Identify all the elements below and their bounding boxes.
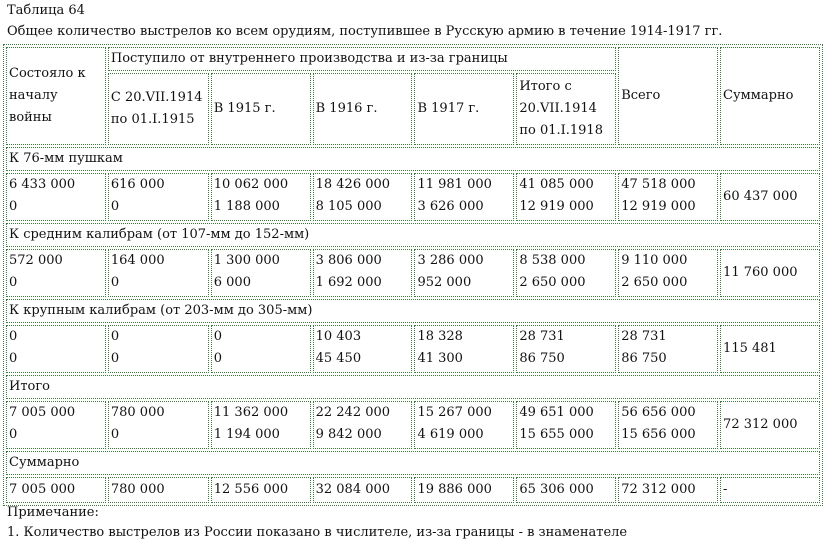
fraction-cell (313, 401, 413, 449)
header-line: началу (9, 88, 58, 103)
summary-cell: 72 312 000 (720, 401, 820, 449)
numerator-russia: 11 362 000 (213, 405, 289, 420)
header-period (414, 73, 514, 145)
denominator-abroad: 8 105 000 (315, 199, 382, 214)
section-row (6, 375, 820, 399)
note-heading: Примечание: (7, 505, 99, 520)
numerator-russia: 7 005 000 (9, 405, 76, 420)
numerator-russia: 10 403 (315, 329, 362, 344)
header-line: В 1917 г. (417, 101, 480, 116)
fraction-cell (414, 401, 514, 449)
numerator-russia: 164 000 (110, 253, 165, 268)
header-period (313, 73, 413, 145)
fraction-cell (211, 249, 311, 297)
section-title: Итого (6, 375, 820, 399)
denominator-abroad: 0 (110, 351, 120, 366)
denominator-abroad: 86 750 (621, 351, 667, 366)
numerator-russia: 18 328 (417, 329, 463, 344)
numerator-russia: 3 286 000 (417, 253, 484, 268)
numerator-russia: 18 426 000 (315, 177, 391, 192)
table-number: Таблица 64 (7, 3, 85, 18)
table-caption: Общее количество выстрелов ко всем орудиям, поступившее в Русскую армию в течение 1914-1917 гг. (7, 24, 723, 39)
fraction-cell (516, 173, 616, 221)
fraction-cell (516, 325, 616, 373)
denominator-abroad: 41 300 (417, 351, 463, 366)
denominator-abroad: 0 (9, 275, 18, 290)
fraction-cell (6, 249, 106, 297)
numerator-russia: 22 242 000 (315, 405, 391, 420)
denominator-abroad: 0 (9, 427, 18, 442)
note-item: 1. Количество выстрелов из России показано в числителе, из-за границы - в знаменателе (7, 525, 628, 540)
numerator-russia: 15 267 000 (417, 405, 492, 420)
fraction-cell (108, 173, 209, 221)
fraction-cell (516, 401, 616, 449)
fraction-cell (618, 325, 718, 373)
denominator-abroad: 0 (213, 351, 223, 366)
summary-value-cell: 19 886 000 (414, 477, 514, 503)
denominator-abroad: 2 650 000 (621, 275, 688, 290)
table-row (6, 477, 820, 503)
summary-cell: 115 481 (720, 325, 820, 373)
fraction-cell (6, 325, 106, 373)
section-row (6, 299, 820, 323)
section-row (6, 147, 820, 171)
header-line: по 01.I.1915 (110, 112, 195, 127)
header-line: С 20.VII.1914 (110, 90, 203, 105)
numerator-russia: 9 110 000 (621, 253, 688, 268)
table-row (6, 173, 820, 221)
section-title: К средним калибрам (от 107-мм до 152-мм) (6, 223, 820, 247)
fraction-cell (6, 401, 106, 449)
summary-value-cell: 72 312 000 (618, 477, 718, 503)
fraction-cell (108, 325, 209, 373)
numerator-russia: 6 433 000 (9, 177, 76, 192)
table-row (6, 401, 820, 449)
shells-table (3, 44, 823, 506)
denominator-abroad: 86 750 (519, 351, 565, 366)
numerator-russia: 47 518 000 (621, 177, 696, 192)
summary-value-cell: 12 556 000 (211, 477, 311, 503)
section-title: Суммарно (6, 451, 820, 475)
numerator-russia: 56 656 000 (621, 405, 696, 420)
summary-cell: 60 437 000 (720, 173, 820, 221)
fraction-cell (6, 173, 106, 221)
denominator-abroad: 0 (9, 199, 18, 214)
fraction-cell (414, 249, 514, 297)
numerator-russia: 11 981 000 (417, 177, 492, 192)
denominator-abroad: 0 (9, 351, 18, 366)
denominator-abroad: 1 194 000 (213, 427, 280, 442)
summary-value-cell: 7 005 000 (6, 477, 106, 503)
table-row (6, 325, 820, 373)
fraction-cell (414, 325, 514, 373)
fraction-cell (108, 401, 209, 449)
summary-value-cell: - (720, 477, 820, 503)
header-line: В 1916 г. (315, 101, 378, 116)
section-row (6, 223, 820, 247)
header-line: В 1915 г. (213, 101, 276, 116)
fraction-cell (618, 173, 718, 221)
denominator-abroad: 952 000 (417, 275, 472, 290)
denominator-abroad: 15 656 000 (621, 427, 696, 442)
numerator-russia: 0 (213, 329, 223, 344)
numerator-russia: 8 538 000 (519, 253, 586, 268)
denominator-abroad: 3 626 000 (417, 199, 484, 214)
fraction-cell (313, 325, 413, 373)
header-period (211, 73, 311, 145)
section-row (6, 451, 820, 475)
numerator-russia: 3 806 000 (315, 253, 382, 268)
numerator-russia: 0 (110, 329, 120, 344)
header-summary: Суммарно (720, 47, 820, 145)
header-line: по 01.I.1918 (519, 123, 603, 138)
header-line: войны (9, 110, 52, 125)
fraction-cell (516, 249, 616, 297)
denominator-abroad: 1 692 000 (315, 275, 382, 290)
numerator-russia: 0 (9, 329, 18, 344)
numerator-russia: 49 651 000 (519, 405, 594, 420)
header-line: Состояло к (9, 66, 86, 81)
header-start-of-war (6, 47, 106, 145)
summary-value-cell: 32 084 000 (313, 477, 413, 503)
header-row-1 (6, 47, 820, 71)
fraction-cell (211, 401, 311, 449)
header-line: 20.VII.1914 (519, 101, 597, 116)
denominator-abroad: 12 919 000 (519, 199, 594, 214)
denominator-abroad: 0 (110, 427, 120, 442)
fraction-cell (414, 173, 514, 221)
section-title: К крупным калибрам (от 203-мм до 305-мм) (6, 299, 820, 323)
fraction-cell (211, 325, 311, 373)
summary-cell: 11 760 000 (720, 249, 820, 297)
denominator-abroad: 0 (110, 199, 120, 214)
header-total: Всего (618, 47, 718, 145)
table-row (6, 249, 820, 297)
fraction-cell (618, 401, 718, 449)
fraction-cell (313, 249, 413, 297)
denominator-abroad: 1 188 000 (213, 199, 280, 214)
denominator-abroad: 2 650 000 (519, 275, 586, 290)
summary-value-cell: 780 000 (108, 477, 209, 503)
denominator-abroad: 6 000 (213, 275, 251, 290)
section-title: К 76-мм пушкам (6, 147, 820, 171)
numerator-russia: 10 062 000 (213, 177, 289, 192)
fraction-cell (108, 249, 209, 297)
denominator-abroad: 9 842 000 (315, 427, 382, 442)
numerator-russia: 1 300 000 (213, 253, 280, 268)
fraction-cell (618, 249, 718, 297)
numerator-russia: 28 731 (621, 329, 667, 344)
header-line: Итого с (519, 79, 572, 94)
fraction-cell (211, 173, 311, 221)
header-group: Поступило от внутреннего производства и из-за границы (108, 47, 616, 71)
summary-value-cell: 65 306 000 (516, 477, 616, 503)
denominator-abroad: 0 (110, 275, 120, 290)
denominator-abroad: 15 655 000 (519, 427, 594, 442)
numerator-russia: 41 085 000 (519, 177, 594, 192)
denominator-abroad: 4 619 000 (417, 427, 484, 442)
header-period (516, 73, 616, 145)
denominator-abroad: 45 450 (315, 351, 362, 366)
header-period (108, 73, 209, 145)
denominator-abroad: 12 919 000 (621, 199, 696, 214)
numerator-russia: 616 000 (110, 177, 165, 192)
numerator-russia: 28 731 (519, 329, 565, 344)
fraction-cell (313, 173, 413, 221)
numerator-russia: 572 000 (9, 253, 63, 268)
numerator-russia: 780 000 (110, 405, 165, 420)
